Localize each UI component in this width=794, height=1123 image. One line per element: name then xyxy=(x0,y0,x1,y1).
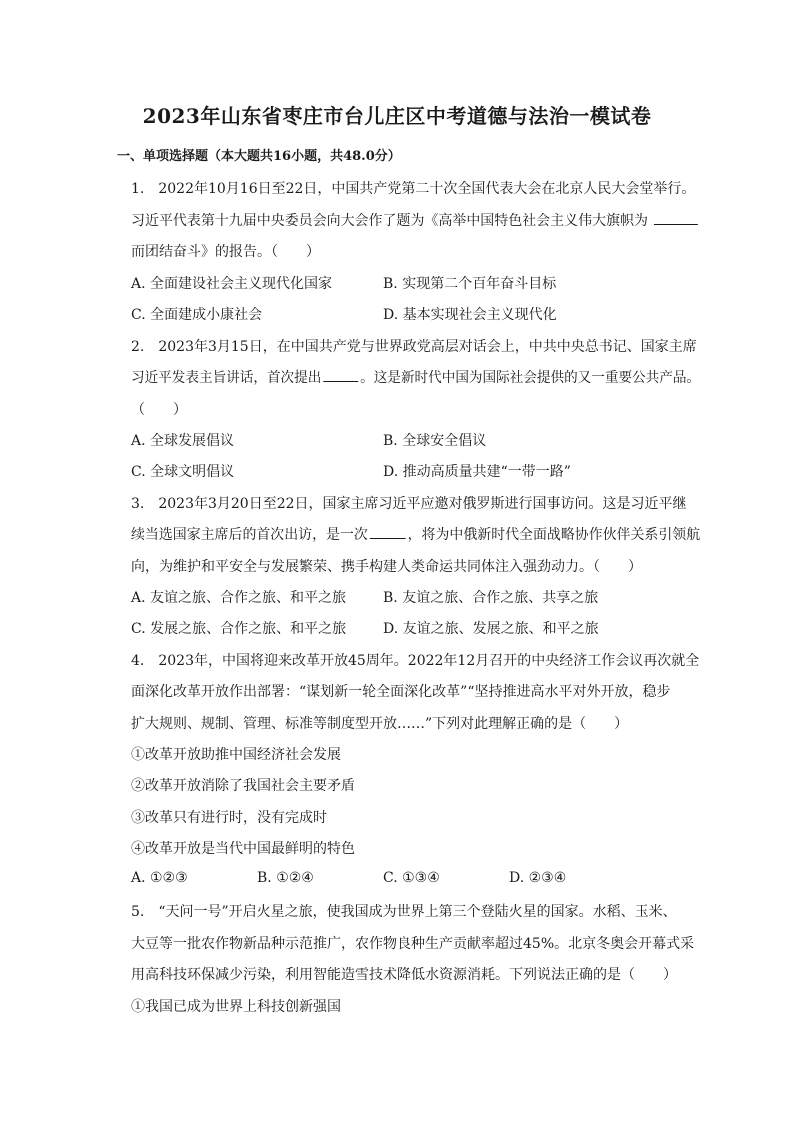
q4-option-c: C. ①③④ xyxy=(383,870,440,886)
q4-line-3: 扩大规则、规制、管理、标准等制度型开放……”下列对此理解正确的是（ ） xyxy=(131,716,629,732)
q3-line-1: 3. 2023年3月20日至22日，国家主席习近平应邀对俄罗斯进行国事访问。这是习近平继 xyxy=(131,496,687,512)
q2-option-d: D. 推动高质量共建“一带一路” xyxy=(383,464,571,480)
q3-option-a: A. 友谊之旅、合作之旅、和平之旅 xyxy=(131,590,347,606)
q4-line-2: 面深化改革开放作出部署：“谋划新一轮全面深化改革”“坚持推进高水平对外开放，稳步 xyxy=(131,684,671,700)
q2-option-b: B. 全球安全倡议 xyxy=(383,433,487,449)
q1-option-a: A. 全面建设社会主义现代化国家 xyxy=(131,276,333,292)
q4-option-b: B. ①②④ xyxy=(257,870,314,886)
q1-option-b: B. 实现第二个百年奋斗目标 xyxy=(383,276,557,292)
answer-blank xyxy=(654,223,698,225)
q4-line-1: 4. 2023年，中国将迎来改革开放45周年。2022年12月召开的中央经济工作会议再次就全 xyxy=(131,653,700,669)
q2-line-3: （ ） xyxy=(131,402,187,418)
q2-line-2b-text: 。这是新时代中国为国际社会提供的又一重要公共产品。 xyxy=(360,370,701,386)
q5-line-3: 用高科技环保减少污染，利用智能造雪技术降低水资源消耗。下列说法正确的是（ ） xyxy=(131,967,677,983)
q1-line-2 xyxy=(131,210,700,230)
q4-statement-4: ④改革开放是当代中国最鲜明的特色 xyxy=(131,841,355,857)
q1-line-3: 而团结奋斗》的报告。（ ） xyxy=(131,244,320,260)
q4-statement-2: ②改革开放消除了我国社会主要矛盾 xyxy=(131,778,355,794)
q4-option-d: D. ②③④ xyxy=(509,870,567,886)
q2-option-a: A. 全球发展倡议 xyxy=(131,433,235,449)
section-heading: 一、单项选择题（本大题共16小题，共48.0分） xyxy=(117,149,401,164)
q4-option-a: A. ①②③ xyxy=(131,870,188,886)
q3-line-2a-text: 续当选国家主席后的首次出访，是一次 xyxy=(131,527,368,543)
q5-line-2: 大豆等一批农作物新品种示范推广，农作物良种生产贡献率超过45%。北京冬奥会开幕式采 xyxy=(131,936,695,952)
q1-option-d: D. 基本实现社会主义现代化 xyxy=(383,307,557,323)
q2-line-1: 2. 2023年3月15日，在中国共产党与世界政党高层对话会上，中共中央总书记、国家主席 xyxy=(131,339,697,355)
q4-statement-3: ③改革只有进行时，没有完成时 xyxy=(131,810,327,826)
q2-line-2 xyxy=(131,367,700,387)
answer-blank xyxy=(323,380,358,382)
q2-option-c: C. 全球文明倡议 xyxy=(131,464,235,480)
q3-option-d: D. 友谊之旅、发展之旅、和平之旅 xyxy=(383,621,599,637)
q3-option-c: C. 发展之旅、合作之旅、和平之旅 xyxy=(131,621,347,637)
q5-line-1: 5. “天问一号”开启火星之旅，使我国成为世界上第三个登陆火星的国家。水稻、玉米、 xyxy=(131,904,677,920)
q4-statement-1: ①改革开放助推中国经济社会发展 xyxy=(131,747,341,763)
q5-statement-1: ①我国已成为世界上科技创新强国 xyxy=(131,999,341,1015)
q1-line-1: 1. 2022年10月16日至22日，中国共产党第二十次全国代表大会在北京人民大会堂举行。 xyxy=(131,181,696,197)
q3-line-2b-text: ，将为中俄新时代全面战略协作伙伴关系引领航 xyxy=(407,527,701,543)
q3-line-3: 向，为维护和平安全与发展繁荣、携手构建人类命运共同体注入强劲动力。（ ） xyxy=(131,559,642,575)
exam-title: 2023年山东省枣庄市台儿庄区中考道德与法治一模试卷 xyxy=(142,104,652,128)
q2-line-2a-text: 习近平发表主旨讲话，首次提出 xyxy=(131,370,322,386)
q3-line-2 xyxy=(131,524,700,544)
q3-option-b: B. 友谊之旅、合作之旅、共享之旅 xyxy=(383,590,599,606)
answer-blank xyxy=(370,537,406,539)
q1-option-c: C. 全面建成小康社会 xyxy=(131,307,263,323)
q1-line-2-text: 习近平代表第十九届中央委员会向大会作了题为《高举中国特色社会主义伟大旗帜为 xyxy=(131,213,648,229)
